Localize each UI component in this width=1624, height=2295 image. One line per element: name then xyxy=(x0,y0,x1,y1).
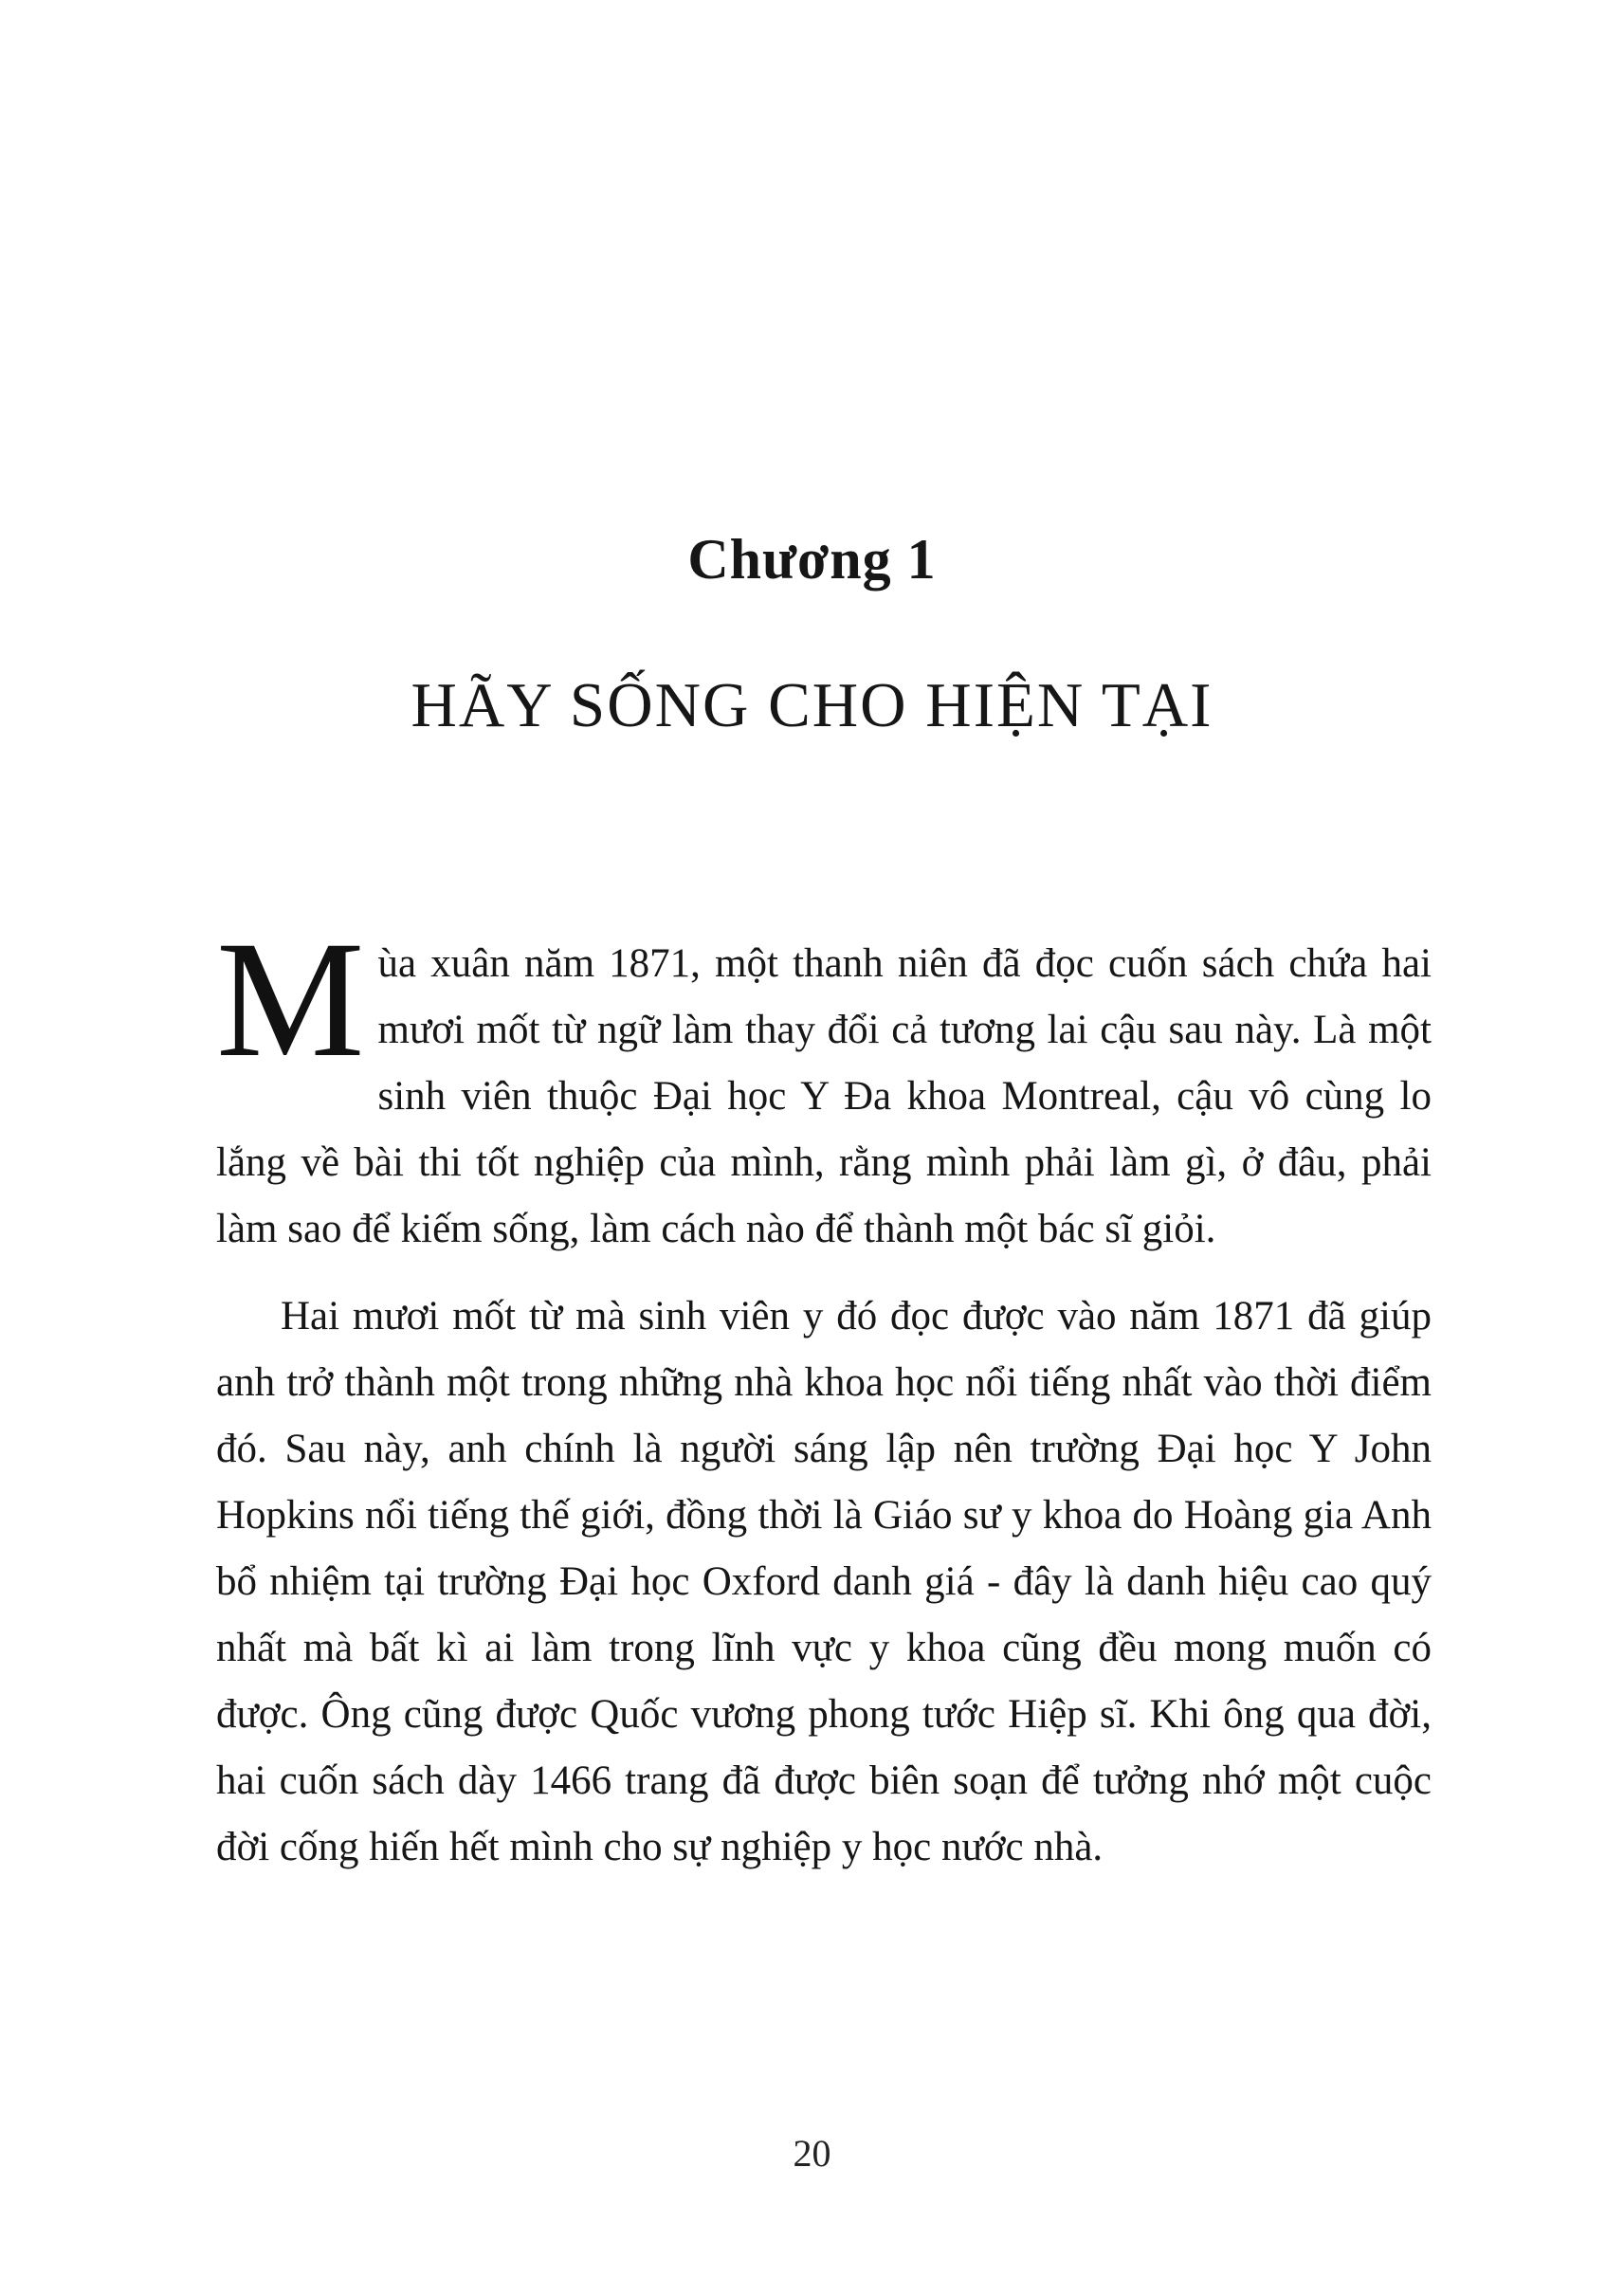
paragraph-1-text: ùa xuân năm 1871, một thanh niên đã đọc cuốn sách chứa hai mươi mốt từ ngữ làm thay đổi cả tương lai cậu sau này. Là một sinh viên thuộc Đại học Y Đa khoa Montreal, cậu vô cùng lo lắng về bài thi tốt nghiệp của mình, rằng mình phải làm gì, ở đâu, phải làm sao để kiếm sống, làm cách nào để thành một bác sĩ giỏi. xyxy=(216,941,1432,1251)
paragraph-2: Hai mươi mốt từ mà sinh viên y đó đọc được vào năm 1871 đã giúp anh trở thành một trong những nhà khoa học nổi tiếng nhất vào thời điểm đó. Sau này, anh chính là người sáng lập nên trường Đại học Y John Hopkins nổi tiếng thế giới, đồng thời là Giáo sư y khoa do Hoàng gia Anh bổ nhiệm tại trường Đại học Oxford danh giá - đây là danh hiệu cao quý nhất mà bất kì ai làm trong lĩnh vực y khoa cũng đều mong muốn có được. Ông cũng được Quốc vương phong tước Hiệp sĩ. Khi ông qua đời, hai cuốn sách dày 1466 trang đã được biên soạn để tưởng nhớ một cuộc đời cống hiến hết mình cho sự nghiệp y học nước nhà. xyxy=(216,1294,1432,1869)
chapter-number: Chương 1 xyxy=(687,528,937,591)
chapter-title: HÃY SỐNG CHO HIỆN TẠI xyxy=(411,670,1213,740)
paragraph-1 xyxy=(216,907,1432,1263)
body-text xyxy=(216,907,1432,1881)
page-number: 20 xyxy=(793,2132,831,2175)
drop-cap: M xyxy=(216,907,365,1092)
